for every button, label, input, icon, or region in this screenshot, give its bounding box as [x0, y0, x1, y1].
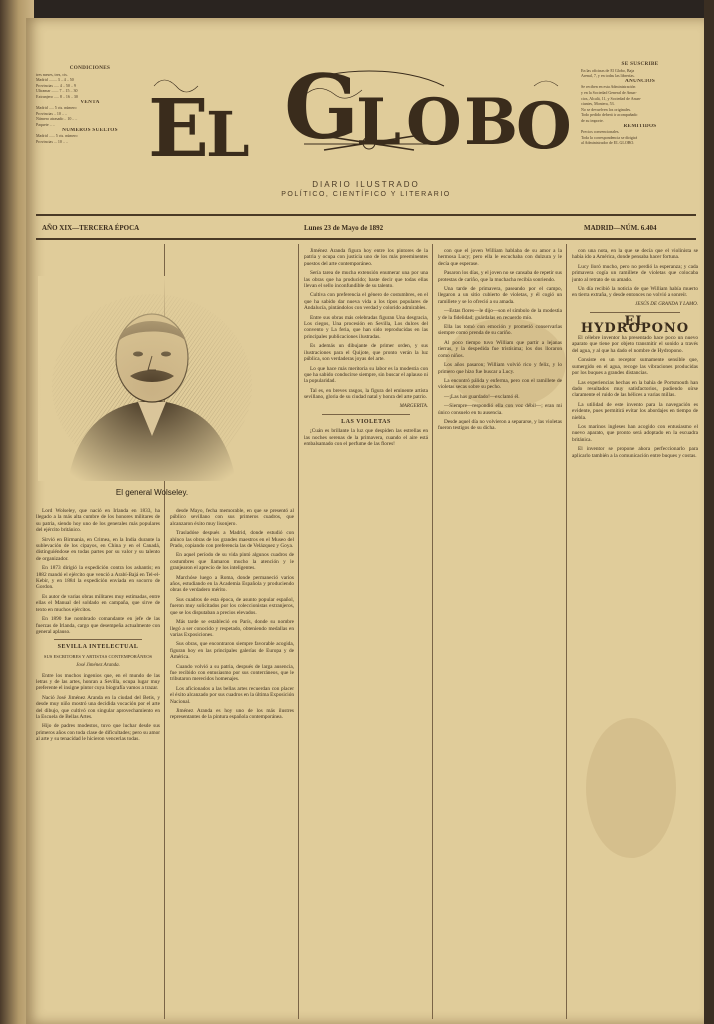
conditions-row: Ultramar ....... 7 .. 15 .. 30 [36, 88, 78, 94]
logo-letter-e: E [148, 81, 209, 175]
article-paragraph: Consiste en un receptor sumamente sensible que, sumergido en el agua, recoge las vibraciones producidas por los buques a grandes distancias. [572, 357, 698, 377]
conditions-row: Paquete .. .. [36, 121, 55, 127]
article-paragraph: La utilidad de este invento para la navegación es evidente, pues permitirá evitar los abordajes en tiempo de niebla. [572, 401, 698, 421]
article-paragraph: En 1873 dirigió la expedición contra los ashantis; en 1882 mandó el ejército que venció a Arabí-Bajá en Tel-el-Kebir, y en 1884 la expedición enviada en socorro de Gordon. [36, 565, 160, 591]
article-paragraph: con que el joven William hablaba de su amor a la hermosa Lucy; pero ella le escuchaba con dulzura y le decía que esperase. [438, 248, 562, 267]
article-paragraph: —Siempre—respondió ella con voz débil—; eran mi único consuelo en tu ausencia. [438, 403, 562, 416]
article-paragraph: Lord Wolseley, que nació en Irlanda en 1833, ha llegado a la más alta cumbre de los honores militares de su patria, siendo hoy uno de los generales más populares del ejército británico. [36, 508, 160, 534]
issue-date: Lunes 23 de Mayo de 1892 [304, 224, 384, 232]
conditions-row: NÚMEROS SUELTOS [62, 127, 118, 133]
subscribe-row: En las oficinas de El Globo, Baja [581, 67, 635, 73]
article-paragraph: Jiménez Aranda figura hoy entre los pintores de la patria y ocupa con justicia uno de los más preeminentes puestos del arte contemporáneo. [304, 248, 428, 267]
logo-letter-l: L [206, 98, 250, 171]
column-2 [170, 508, 294, 1018]
section-subtitle-sevilla: SUS ESCRITORES Y ARTISTAS CONTEMPORÁNEOS [43, 653, 153, 659]
portrait-engraving [38, 276, 266, 481]
column-rule [298, 244, 299, 1019]
article-paragraph: Jiménez Aranda es hoy uno de los más ilustres representantes de la pintura española contemporánea. [170, 707, 294, 721]
subtitle-line-2: POLÍTICO, CIENTÍFICO Y LITERARIO [281, 191, 451, 198]
column-rule [566, 244, 567, 1019]
article-paragraph: Lucy lloró mucho, pero no perdió la esperanza; y cada primavera cogía un ramillete de violetas que colocaba junto al retrato de su amado. [572, 263, 698, 283]
logo-letter-b: B [464, 85, 519, 160]
section-author: José Jiménez Aranda. [76, 663, 120, 669]
article-paragraph: Lo que hace más meritoria su labor es la modestia con que ha sabido conducirse siempre, sin buscar el aplauso ni la popularidad. [304, 365, 428, 385]
section-title-hydropono: EL HYDROPONO [580, 314, 690, 336]
logo-letter-o: O [406, 85, 462, 160]
section-title-sevilla: SEVILLA INTELECTUAL [57, 644, 139, 651]
article-paragraph: Sus cuadros de esta época, de asunto popular español, fueron muy solicitados por los coleccionistas extranjeros, que se los disputaban a precios elevados. [170, 596, 294, 616]
article-paragraph: Los años pasaron; William volvió rico y feliz, y lo primero que hizo fue buscar a Lucy. [438, 362, 562, 375]
article-paragraph: El inventor se propone ahora perfeccionarlo para aplicarlo también a la comunicación entre buques y costas. [572, 446, 698, 459]
conditions-row: Madrid ........ 3 .. 4 .. 50 [36, 77, 74, 83]
article-paragraph: Los aficionados a las bellas artes recuerdan con placer el éxito alcanzado por sus cuadros en la última Exposición Nacional. [170, 685, 294, 705]
article-byline: MARGERITA. [399, 403, 428, 409]
right-page-edge [704, 0, 714, 1024]
subscribe-row: Precios convencionales. [581, 129, 620, 135]
article-paragraph: Entre sus obras más celebradas figuran Una desgracia, Los ciegos, Una procesión en Sevilla, Los dulces del convento y La feria, que han sido reproducidas en las principales publicaciones ilustradas. [304, 314, 428, 340]
subscribe-heading: SE SUSCRIBE [621, 61, 659, 67]
subscribe-row: Todo pedido deberá ir acompañado [581, 112, 638, 118]
logo-letter-o2: O [516, 89, 572, 164]
conditions-row: Madrid ...... 5 cts. número [36, 133, 78, 139]
column-1 [36, 508, 160, 1018]
article-paragraph: En aquel período de su vida pintó algunos cuadros de costumbres que llamaron mucho la atención y le granjearon el aprecio de los inteligentes. [170, 552, 294, 572]
article-paragraph: Pasaron los días, y el joven no se cansaba de repetir sus protestas de cariño, que la muchacha recibía sonriendo. [438, 270, 562, 283]
subscribe-row: al Administrador de EL GLOBO. [581, 140, 635, 146]
article-paragraph: Sería tarea de mucha extensión enumerar una por una las obras que ha producido; baste decir que todas ellas llevan el sello inconfundible de su talento. [304, 270, 428, 290]
article-paragraph: Marchóse luego a Roma, donde permaneció varios años, estudiando en la Academia Española y produciendo obras de verdadero mérito. [170, 574, 294, 594]
column-5 [572, 248, 698, 1018]
section-rule [322, 414, 410, 415]
article-paragraph: Sus obras, que encontraron siempre favorable acogida, figuran hoy en las principales galerías de Europa y de América. [170, 641, 294, 661]
column-3 [304, 248, 428, 1018]
article-paragraph: Al poco tiempo tuvo William que partir a lejanas tierras, y la despedida fue tristísima; los dos lloraron como niños. [438, 339, 562, 359]
section-title-violetas: LAS VIOLETAS [341, 418, 391, 425]
conditions-row: Madrid ..... 5 cts. número [36, 105, 77, 111]
article-paragraph: Es además un dibujante de primer orden, y sus ilustraciones para el Quijote, que pronto verán la luz pública, son verdaderas joyas del arte. [304, 343, 428, 363]
conditions-row: Extranjero ..... 8 .. 16 .. 30 [36, 93, 78, 99]
article-paragraph: —Estas flores—le dijo—son el símbolo de la modestia y de la fidelidad; guárdalas en recuerdo mío. [438, 308, 562, 321]
article-paragraph: Entre los muchos ingenios que, en el mundo de las letras y de las artes, honran a Sevilla, ocupa lugar muy preferente el insigne pintor cuya biografía vamos a trazar. [36, 672, 160, 692]
masthead-logo [144, 56, 584, 176]
subscribe-row: y en la Sociedad General de Anun- [581, 89, 637, 95]
article-paragraph: desde Mayo, fecha memorable, en que se presentó al público sevillano con sus primeros cuadros, que alcanzaron éxito muy lisonjero. [170, 508, 294, 527]
article-paragraph: Cultiva con preferencia el género de costumbres, en el que ha sabido dar nueva vida a los tipos populares de Andalucía, pintándolos con verdad y colorido admirables. [304, 292, 428, 312]
portrait-caption: El general Wolseley. [115, 488, 189, 497]
section-rule [54, 639, 142, 640]
subscribe-row: ciantes, Montera, 53. [581, 101, 615, 107]
conditions-rows [36, 72, 144, 145]
column-4 [438, 248, 562, 1018]
conditions-row: Número atrasado .. 10 .. .. [36, 116, 78, 122]
article-paragraph: con una nota, en la que se decía que el violinista se había ido a América, donde pensaba hacer fortuna. [572, 248, 698, 261]
article-paragraph: Nació José Jiménez Aranda en la ciudad del Betis, y desde muy niño mostró una decidida vocación por el arte del dibujo, que cultivó con singular aprovechamiento en la Escuela de Bellas Artes. [36, 694, 160, 720]
article-paragraph: Tal es, en breves rasgos, la figura del eminente artista sevillano, gloria de su ciudad natal y honra del arte patrio. [304, 387, 428, 401]
conditions-row: tres meses, tres, cts. [36, 71, 68, 77]
article-paragraph: —¡Las has guardado!—exclamó él. [444, 393, 520, 400]
subscription-conditions-box [36, 66, 144, 144]
article-paragraph: Es autor de varias obras militares muy estimadas, entre ellas el Manual del soldado en campaña, que sirve de texto en muchos ejércitos. [36, 593, 160, 613]
column-rule [432, 244, 433, 1019]
article-paragraph: Hijo de padres modestos, tuvo que luchar desde sus primeros años con toda clase de dificultades; pero su amor al arte y su tenacidad le hicieron vencerlas todas. [36, 723, 160, 743]
article-paragraph: Los marinos ingleses han acogido con entusiasmo el nuevo aparato, que pronto será adoptado en la escuadra británica. [572, 423, 698, 443]
logo-letter-g: G [284, 56, 360, 159]
conditions-row: Provincias .. 10 .. .. [36, 110, 67, 116]
article-paragraph: La encontró pálida y enferma, pero con el ramillete de violetas secas sobre su pecho. [438, 377, 562, 391]
subscribe-row: Se reciben en esta Administración [581, 84, 636, 90]
el-globo-logo-art [144, 56, 584, 176]
article-paragraph: El célebre inventor ha presentado hace poco un nuevo aparato que tiene por objeto transmitir el sonido a través del agua, y al que ha dado el nombre de Hydropono. [572, 335, 698, 354]
subscribe-row: Arenal, 7, y en todas las librerías. [581, 73, 635, 79]
newspaper-page [26, 18, 706, 1024]
masthead-subtitle [236, 180, 496, 198]
article-byline: JESÚS DE GRANDA Y LAMO. [635, 301, 698, 307]
article-paragraph: En 1890 fue nombrado comandante en jefe de las fuerzas de Irlanda, cargo que desempeña actualmente con general aplauso. [36, 616, 160, 635]
conditions-heading: CONDICIONES [69, 65, 111, 71]
article-paragraph: Cuando volvió a su patria, después de larga ausencia, fue recibido con entusiasmo por sus conterráneos, que le tributaron merecidos homenajes. [170, 663, 294, 683]
article-paragraph: Una tarde de primavera, paseando por el campo, llegaron a un sitio cubierto de violetas, y él cogió un ramillete y se lo ofreció a su amada. [438, 286, 562, 305]
article-paragraph: ¡Cuán es brillante la luz que despiden las estrellas en las noches serenas de la primavera, cuando el aire está embalsamado con el perfume de las flores! [304, 428, 428, 448]
issue-epoch: AÑO XIX—TERCERA ÉPOCA [42, 224, 140, 232]
subscribe-row: Toda la correspondencia se dirigirá [581, 134, 638, 140]
dateline-bar [36, 214, 696, 240]
article-paragraph: Las experiencias hechas en la bahía de Portsmouth han dado resultados muy satisfactorios, pudiendo oírse claramente el ruido de las hélices a varias millas. [572, 379, 698, 399]
subscribe-row: ANUNCIOS [624, 78, 656, 84]
subscription-info-box [581, 62, 699, 146]
subtitle-line-1: DIARIO ILUSTRADO [312, 180, 420, 189]
conditions-row: Provincias ... 10 .. .. [36, 138, 68, 144]
subscribe-row: REMITIDOS [623, 123, 657, 129]
issue-number: MADRID—NÚM. 6.404 [584, 224, 657, 232]
subscribe-row: No se devuelven los originales. [581, 106, 632, 112]
logo-letter-l2: L [356, 85, 401, 160]
article-paragraph: Más tarde se estableció en París, donde su nombre llegó a ser conocido y respetado, obteniendo medallas en varias Exposiciones. [170, 619, 294, 638]
article-paragraph: Un día recibió la noticia de que William había muerto en tierra extraña, y desde entonces no volvió a sonreír. [572, 286, 698, 299]
subscribe-row: de su importe. [581, 117, 604, 123]
article-paragraph: Desde aquel día no volvieron a separarse, y las violetas fueron testigos de su dicha. [438, 418, 562, 432]
wolseley-portrait-image [38, 276, 266, 481]
subscribe-row: cios, Alcalá, 11, y Sociedad de Anun- [581, 95, 641, 101]
article-paragraph: Sirvió en Birmania, en Crimea, en la India durante la sublevación de los cipayos, en China y en el Canadá, distinguiéndose en todas partes por su valor y su talento de organizador. [36, 536, 160, 562]
section-rule [590, 312, 680, 313]
article-paragraph: Ella las tomó con emoción y prometió conservarlas siempre como prenda de su cariño. [438, 324, 562, 337]
article-paragraph: Trasladóse después a Madrid, donde estudió con ahínco las obras de los grandes maestros en el Museo del Prado, copiando con preferencia las de Velázquez y Goya. [170, 530, 294, 550]
conditions-row: VENTA [80, 99, 100, 105]
conditions-row: Provincias ..... 4 .. 50 .. 9 [36, 82, 76, 88]
